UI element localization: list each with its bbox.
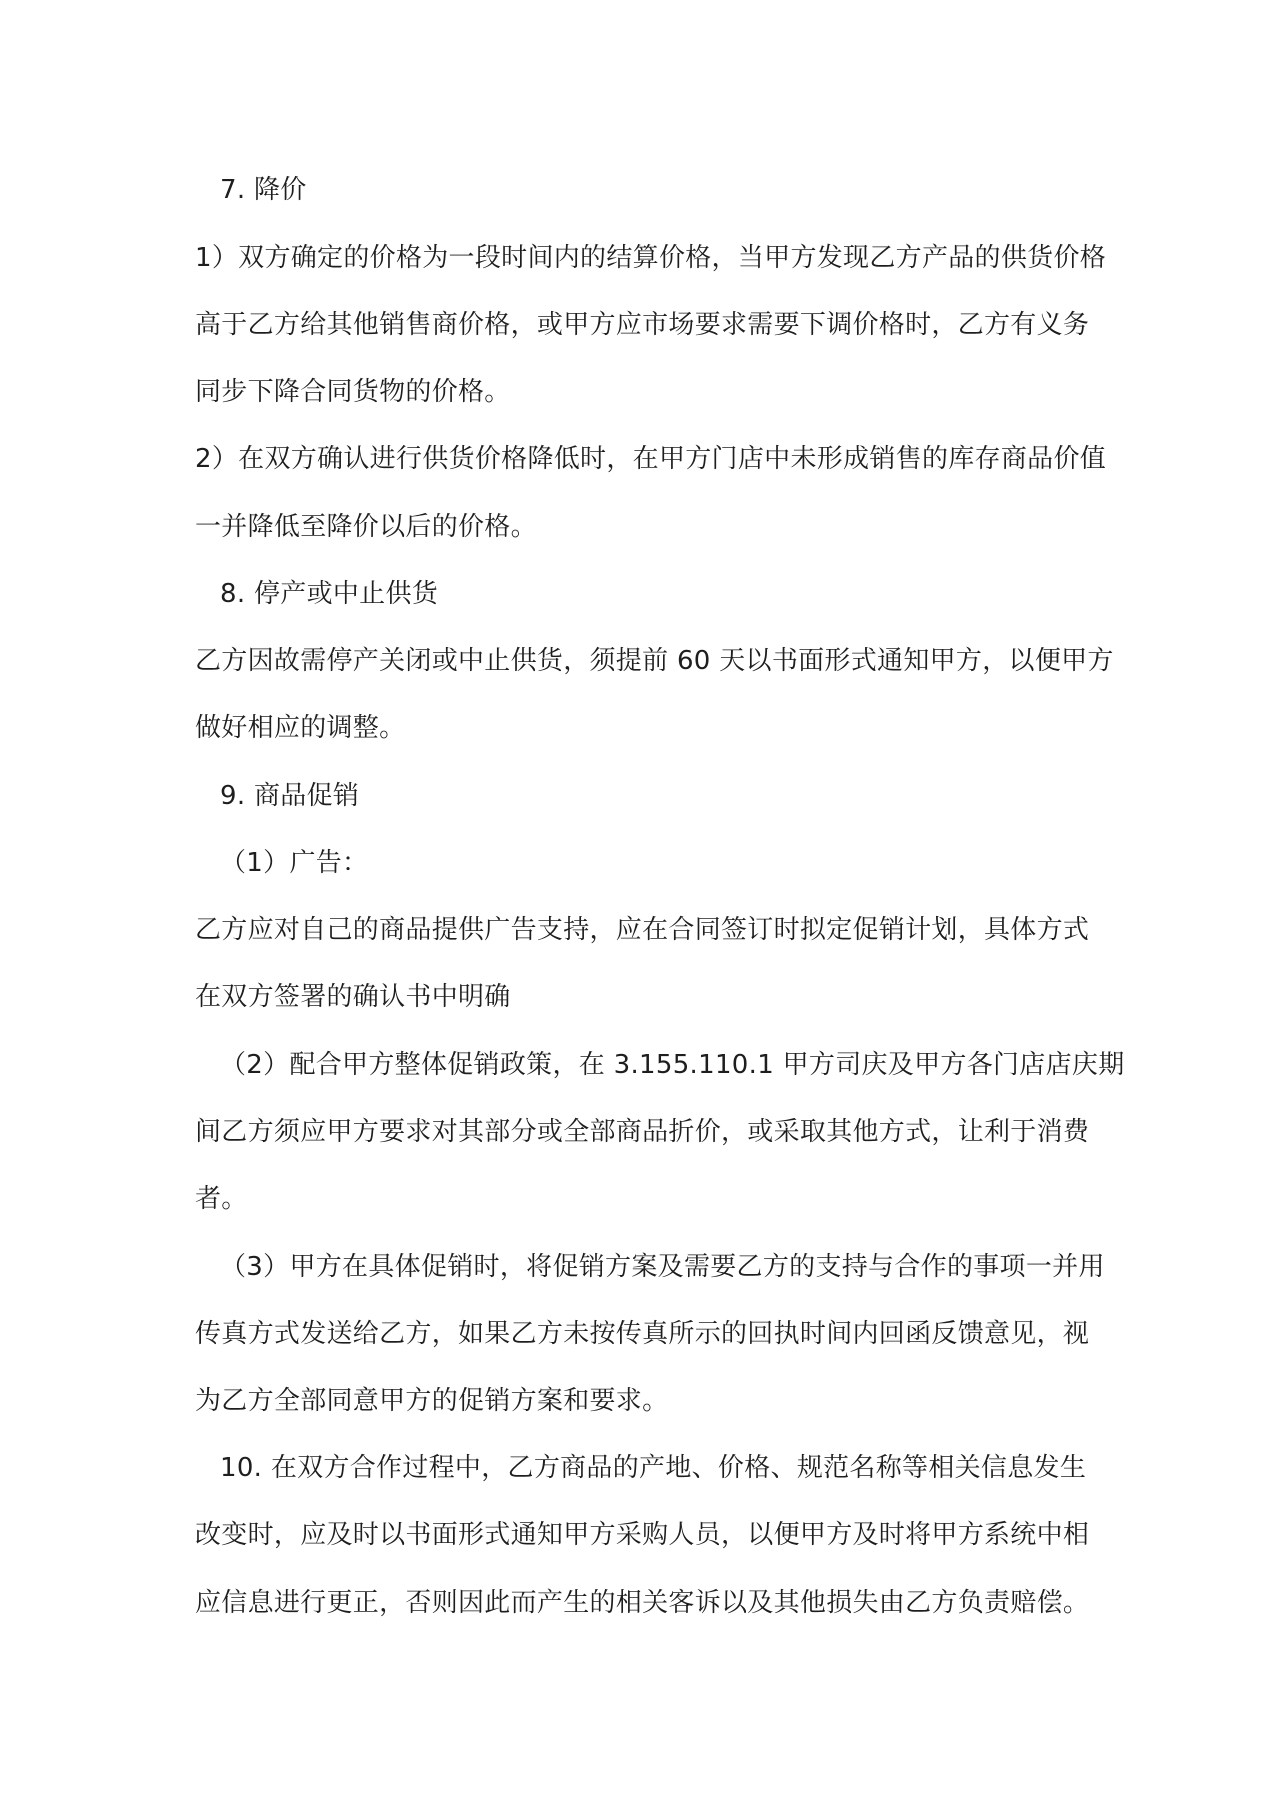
section-9-sub3-line-1: （3）甲方在具体促销时，将促销方案及需要乙方的支持与合作的事项一并用 bbox=[220, 1252, 1105, 1282]
section-7-p1-line-1: 1）双方确定的价格为一段时间内的结算价格，当甲方发现乙方产品的供货价格 bbox=[195, 243, 1107, 273]
section-9-sub3-line-3: 为乙方全部同意甲方的促销方案和要求。 bbox=[195, 1386, 669, 1416]
section-9-sub1-line-1: 乙方应对自己的商品提供广告支持，应在合同签订时拟定促销计划，具体方式 bbox=[195, 915, 1090, 945]
section-7-p2-line-2: 一并降低至降价以后的价格。 bbox=[195, 512, 537, 542]
section-9-sub1-heading: （1）广告： bbox=[220, 848, 369, 878]
section-7-p1-line-3: 同步下降合同货物的价格。 bbox=[195, 377, 511, 407]
section-9-sub2-line-2: 间乙方须应甲方要求对其部分或全部商品折价，或采取其他方式，让利于消费 bbox=[195, 1117, 1090, 1147]
section-10-line-1: 10. 在双方合作过程中，乙方商品的产地、价格、规范名称等相关信息发生 bbox=[220, 1453, 1087, 1483]
section-9-sub2-line-3: 者。 bbox=[195, 1184, 248, 1214]
section-9-heading: 9. 商品促销 bbox=[220, 781, 360, 811]
section-8-p1-line-2: 做好相应的调整。 bbox=[195, 713, 406, 743]
section-8-p1-line-1: 乙方因故需停产关闭或中止供货，须提前 60 天以书面形式通知甲方，以便甲方 bbox=[195, 646, 1114, 676]
section-9-sub2-line-1: （2）配合甲方整体促销政策，在 3.155.110.1 甲方司庆及甲方各门店店庆期 bbox=[220, 1050, 1125, 1080]
section-9-sub3-line-2: 传真方式发送给乙方，如果乙方未按传真所示的回执时间内回函反馈意见，视 bbox=[195, 1319, 1090, 1349]
section-7-p2-line-1: 2）在双方确认进行供货价格降低时，在甲方门店中未形成销售的库存商品价值 bbox=[195, 444, 1107, 474]
section-10-line-2: 改变时，应及时以书面形式通知甲方采购人员，以便甲方及时将甲方系统中相 bbox=[195, 1520, 1090, 1550]
section-10-line-3: 应信息进行更正，否则因此而产生的相关客诉以及其他损失由乙方负责赔偿。 bbox=[195, 1588, 1090, 1618]
section-7-p1-line-2: 高于乙方给其他销售商价格，或甲方应市场要求需要下调价格时，乙方有义务 bbox=[195, 310, 1090, 340]
section-8-heading: 8. 停产或中止供货 bbox=[220, 579, 439, 609]
section-9-sub1-line-2: 在双方签署的确认书中明确 bbox=[195, 982, 511, 1012]
section-7-heading: 7. 降价 bbox=[220, 175, 307, 205]
